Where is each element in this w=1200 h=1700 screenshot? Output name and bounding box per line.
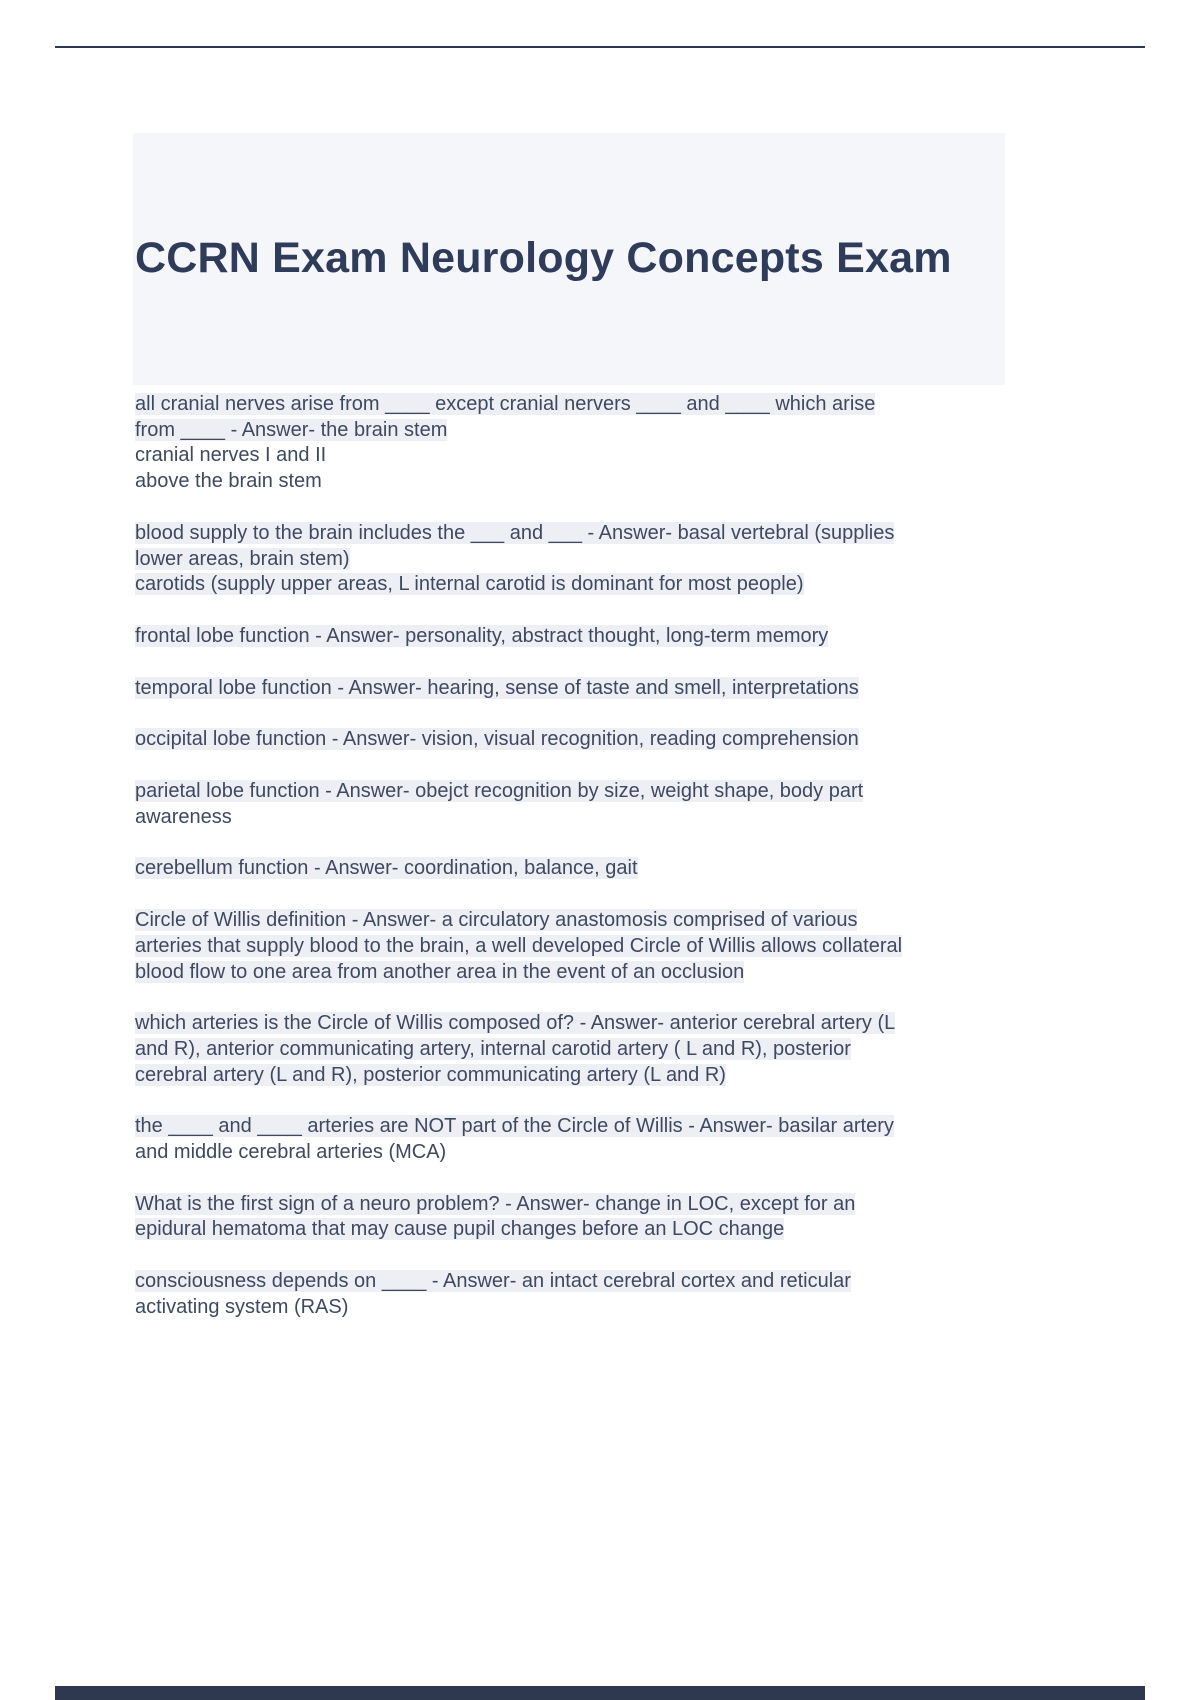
qa-paragraph bbox=[135, 908, 1015, 985]
qa-paragraph bbox=[135, 1269, 1015, 1320]
qa-paragraph bbox=[135, 727, 1015, 753]
qa-line: cerebellum function - Answer- coordination, balance, gait bbox=[135, 857, 638, 880]
qa-list bbox=[135, 392, 1015, 1347]
qa-paragraph bbox=[135, 856, 1015, 882]
qa-line: arteries that supply blood to the brain, a well developed Circle of Willis allows collateral bbox=[135, 934, 903, 957]
qa-line: and middle cerebral arteries (MCA) bbox=[135, 1141, 447, 1164]
qa-line: activating system (RAS) bbox=[135, 1295, 349, 1318]
qa-paragraph bbox=[135, 392, 1015, 495]
qa-line: and R), anterior communicating artery, internal carotid artery ( L and R), posterior bbox=[135, 1037, 851, 1060]
qa-paragraph bbox=[135, 521, 1015, 598]
top-divider bbox=[55, 46, 1145, 48]
qa-line: parietal lobe function - Answer- obejct recognition by size, weight shape, body part bbox=[135, 780, 864, 803]
qa-paragraph bbox=[135, 779, 1015, 830]
qa-line: cerebral artery (L and R), posterior communicating artery (L and R) bbox=[135, 1063, 726, 1086]
qa-line: awareness bbox=[135, 805, 232, 828]
qa-line: cranial nerves I and II bbox=[135, 444, 327, 467]
qa-line: blood flow to one area from another area in the event of an occlusion bbox=[135, 960, 745, 983]
qa-paragraph bbox=[135, 676, 1015, 702]
qa-line: consciousness depends on ____ - Answer- an intact cerebral cortex and reticular bbox=[135, 1270, 851, 1293]
qa-line: What is the first sign of a neuro problem? - Answer- change in LOC, except for an bbox=[135, 1192, 856, 1215]
qa-line: from ____ - Answer- the brain stem bbox=[135, 418, 448, 441]
qa-paragraph bbox=[135, 624, 1015, 650]
qa-line: the ____ and ____ arteries are NOT part of the Circle of Willis - Answer- basilar artery bbox=[135, 1115, 894, 1138]
qa-line: temporal lobe function - Answer- hearing, sense of taste and smell, interpretations bbox=[135, 676, 859, 699]
qa-line: blood supply to the brain includes the ___ and ___ - Answer- basal vertebral (supplies bbox=[135, 521, 895, 544]
bottom-divider bbox=[55, 1686, 1145, 1700]
qa-line: which arteries is the Circle of Willis composed of? - Answer- anterior cerebral artery (L bbox=[135, 1012, 896, 1035]
qa-line: lower areas, brain stem) bbox=[135, 547, 350, 570]
qa-paragraph bbox=[135, 1192, 1015, 1243]
qa-line: all cranial nerves arise from ____ except cranial nervers ____ and ____ which arise bbox=[135, 393, 876, 415]
qa-line: Circle of Willis definition - Answer- a circulatory anastomosis comprised of various bbox=[135, 909, 858, 932]
qa-paragraph bbox=[135, 1114, 1015, 1165]
qa-line: occipital lobe function - Answer- vision, visual recognition, reading comprehension bbox=[135, 728, 859, 751]
qa-paragraph bbox=[135, 1011, 1015, 1088]
qa-line: carotids (supply upper areas, L internal carotid is dominant for most people) bbox=[135, 573, 804, 596]
qa-line: epidural hematoma that may cause pupil changes before an LOC change bbox=[135, 1218, 785, 1241]
qa-line: above the brain stem bbox=[135, 470, 322, 493]
qa-line: frontal lobe function - Answer- personality, abstract thought, long-term memory bbox=[135, 624, 829, 647]
page-title: CCRN Exam Neurology Concepts Exam bbox=[135, 234, 952, 282]
